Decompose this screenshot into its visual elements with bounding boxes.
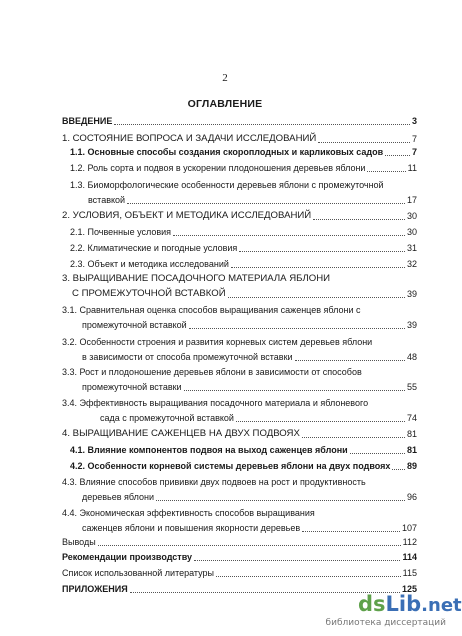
toc-leader-dots bbox=[302, 436, 405, 438]
toc-leader-dots bbox=[313, 218, 405, 220]
toc-leader-dots bbox=[216, 575, 401, 577]
toc-leader-dots bbox=[367, 170, 405, 172]
toc-entry-text: деревьев яблони bbox=[82, 492, 155, 502]
toc-entry-text: 3.2. Особенности строения и развития корневых систем деревьев яблони bbox=[62, 337, 373, 347]
toc-leader-dots bbox=[114, 123, 410, 125]
toc-entry-text: Рекомендации производству bbox=[62, 552, 193, 562]
toc-entry-text: 2. УСЛОВИЯ, ОБЪЕКТ И МЕТОДИКА ИССЛЕДОВАНИЙ bbox=[62, 210, 312, 221]
watermark bbox=[325, 592, 462, 636]
toc-leader-dots bbox=[231, 266, 405, 268]
toc-entry-text: 3.3. Рост и плодоношение деревьев яблони в зависимости от способов bbox=[62, 367, 362, 377]
toc-leader-dots bbox=[194, 559, 400, 561]
toc-entry-text: 4.2. Особенности корневой системы деревьев яблони на двух подвоях bbox=[70, 461, 391, 471]
toc-leader-dots bbox=[295, 359, 405, 361]
toc-entry-text: саженцев яблони и повышения якорности деревьев bbox=[82, 523, 301, 533]
toc-entry-page: 31 bbox=[406, 243, 417, 253]
toc-leader-dots bbox=[189, 327, 405, 329]
toc-title: ОГЛАВЛЕНИЕ bbox=[187, 98, 263, 110]
toc-entry-text: С ПРОМЕЖУТОЧНОЙ ВСТАВКОЙ bbox=[72, 288, 226, 299]
toc-leader-dots bbox=[173, 234, 405, 236]
toc-entry-text: промежуточной вставки bbox=[82, 382, 182, 392]
toc-leader-dots bbox=[98, 544, 401, 546]
toc-entry-text: 1.3. Биоморфологические особенности деревьев яблони с промежуточной bbox=[70, 180, 384, 190]
watermark-logo: dsLib.net bbox=[358, 592, 462, 616]
toc-entry-text: 1.2. Роль сорта и подвоя в ускорении плодоношения деревьев яблони bbox=[70, 163, 366, 173]
watermark-subtitle: библиотека диссертаций bbox=[325, 618, 446, 628]
toc-entry-page: 112 bbox=[402, 537, 417, 547]
toc-leader-dots bbox=[385, 154, 410, 156]
toc-entry-text: 2.1. Почвенные условия bbox=[70, 227, 172, 237]
toc-entry-page: 7 bbox=[411, 147, 417, 157]
page-number: 2 bbox=[222, 72, 228, 84]
toc-leader-dots bbox=[239, 250, 405, 252]
toc-entry-page: 96 bbox=[406, 492, 417, 502]
toc-entry-text: в зависимости от способа промежуточной вставки bbox=[82, 352, 293, 362]
toc-entry-text: 3. ВЫРАЩИВАНИЕ ПОСАДОЧНОГО МАТЕРИАЛА ЯБЛОНИ bbox=[62, 273, 331, 284]
toc-leader-dots bbox=[184, 389, 405, 391]
toc-entry-text: 1.1. Основные способы создания скороплодных и карликовых садов bbox=[70, 147, 384, 157]
toc-entry-page: 3 bbox=[411, 116, 417, 126]
toc-entry-text: 4.1. Влияние компонентов подвоя на выход саженцев яблони bbox=[70, 445, 348, 455]
toc-entry-text: 4.4. Экономическая эффективность способов выращивания bbox=[62, 508, 315, 518]
toc-entry-page: 7 bbox=[411, 134, 417, 144]
toc-leader-dots bbox=[302, 530, 400, 532]
toc-entry-text: ПРИЛОЖЕНИЯ bbox=[62, 584, 128, 594]
toc-entry-page: 48 bbox=[406, 352, 417, 362]
toc-entry-page: 30 bbox=[406, 227, 417, 237]
toc-entry-text: 4.3. Влияние способов прививки двух подвоев на рост и продуктивность bbox=[62, 477, 366, 487]
toc-entry-text: сада с промежуточной вставкой bbox=[100, 413, 234, 423]
toc-entry-page: 81 bbox=[406, 429, 417, 439]
toc-entry-page: 115 bbox=[402, 568, 417, 578]
toc-entry-page: 81 bbox=[406, 445, 417, 455]
toc-entry-page: 39 bbox=[406, 320, 417, 330]
toc-entry-page: 39 bbox=[406, 289, 417, 299]
toc-entry-text: 1. СОСТОЯНИЕ ВОПРОСА И ЗАДАЧИ ИССЛЕДОВАНИЙ bbox=[62, 133, 317, 144]
toc-leader-dots bbox=[318, 141, 410, 143]
toc-entry-text: 2.3. Объект и методика исследований bbox=[70, 259, 229, 269]
toc-entry-page: 17 bbox=[406, 195, 417, 205]
toc-entry-page: 30 bbox=[406, 211, 417, 221]
toc-leader-dots bbox=[127, 202, 405, 204]
toc-entry-text: 4. ВЫРАЩИВАНИЕ САЖЕНЦЕВ НА ДВУХ ПОДВОЯХ bbox=[62, 428, 300, 439]
toc-leader-dots bbox=[392, 468, 405, 470]
toc-entry-text: вставкой bbox=[88, 195, 126, 205]
toc-entry-page: 32 bbox=[406, 259, 417, 269]
toc-entry-page: 125 bbox=[401, 584, 417, 594]
toc-entry-page: 107 bbox=[401, 523, 417, 533]
toc-leader-dots bbox=[236, 420, 405, 422]
toc-entry-page: 55 bbox=[406, 382, 417, 392]
toc-entry-text: Список использованной литературы bbox=[62, 568, 214, 578]
toc-entry-page: 89 bbox=[406, 461, 417, 471]
toc-leader-dots bbox=[228, 296, 405, 298]
toc-entry-text: ВВЕДЕНИЕ bbox=[62, 116, 113, 126]
toc-leader-dots bbox=[350, 452, 405, 454]
toc-entry-text: 3.4. Эффективность выращивания посадочного материала и яблоневого bbox=[62, 398, 369, 408]
toc-entry-text: Выводы bbox=[62, 537, 96, 547]
toc-entry-text: промежуточной вставкой bbox=[82, 320, 187, 330]
toc-entry-text: 2.2. Климатические и погодные условия bbox=[70, 243, 238, 253]
toc-leader-dots bbox=[156, 499, 405, 501]
toc-entry-page: 11 bbox=[407, 163, 417, 173]
toc-entry-page: 114 bbox=[402, 552, 417, 562]
toc-entry-text: 3.1. Сравнительная оценка способов выращивания саженцев яблони с bbox=[62, 305, 361, 315]
toc-entry-page: 74 bbox=[406, 413, 417, 423]
